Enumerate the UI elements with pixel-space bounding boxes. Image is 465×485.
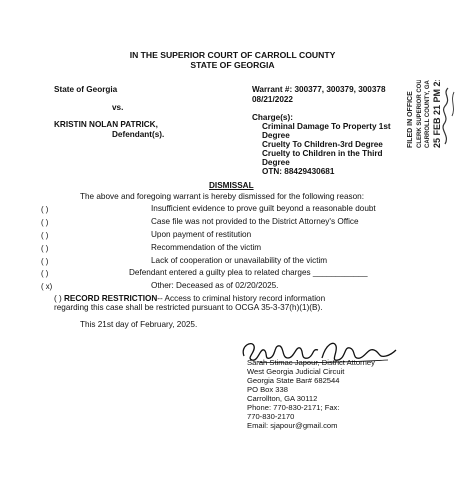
charge-line: Degree bbox=[262, 131, 290, 140]
svg-text:CARROLL COUNTY, GA: CARROLL COUNTY, GA bbox=[425, 80, 431, 148]
warrant-number: Warrant #: 300377, 300379, 300378 bbox=[252, 85, 386, 94]
signer-name: Sarah Stimac Japour, District Attorney bbox=[247, 358, 375, 367]
signer-line: West Georgia Judicial Circuit bbox=[247, 367, 345, 376]
charges-label: Charge(s): bbox=[252, 113, 293, 122]
otn-number: OTN: 88429430681 bbox=[262, 167, 335, 176]
restriction-text: -- Access to criminal history record information bbox=[157, 294, 326, 303]
reason-text: Defendant entered a guilty plea to related charges ____________ bbox=[129, 268, 368, 277]
signer-email: Email: sjapour@gmail.com bbox=[247, 421, 338, 430]
signer-line: PO Box 338 bbox=[247, 385, 288, 394]
signer-line: 770-830-2170 bbox=[247, 412, 295, 421]
restriction-title: RECORD RESTRICTION bbox=[64, 294, 158, 303]
charge-line: Cruelty to Children in the Third bbox=[262, 149, 383, 158]
defendant-name: KRISTIN NOLAN PATRICK, bbox=[54, 120, 158, 129]
dismissal-heading: DISMISSAL bbox=[209, 181, 254, 190]
signer-line: Phone: 770-830-2171; Fax: bbox=[247, 403, 340, 412]
charge-line: Criminal Damage To Property 1st bbox=[262, 122, 391, 131]
reason-checkbox-checked: ( x) bbox=[41, 282, 53, 291]
court-title: IN THE SUPERIOR COURT OF CARROLL COUNTY bbox=[129, 50, 336, 60]
reason-text: Case file was not provided to the District Attorney's Office bbox=[151, 217, 359, 226]
restriction-text-line2: regarding this case shall be restricted pursuant to OCGA 35-3-37(h)(1)(B). bbox=[54, 303, 323, 312]
svg-text:25 FEB 21 PM 2:50: 25 FEB 21 PM 2:50 bbox=[432, 80, 442, 148]
filed-stamp-icon bbox=[390, 80, 460, 150]
signer-line: Georgia State Bar# 682544 bbox=[247, 376, 340, 385]
reason-checkbox: ( ) bbox=[41, 244, 49, 253]
clerk-filed-stamp bbox=[390, 80, 460, 150]
versus: vs. bbox=[112, 103, 124, 112]
reason-checkbox: ( ) bbox=[41, 231, 49, 240]
svg-text:CLERK SUPERIOR COURT: CLERK SUPERIOR COURT bbox=[417, 80, 423, 148]
restriction-checkbox: ( ) bbox=[54, 294, 62, 303]
charge-line: Degree bbox=[262, 158, 290, 167]
signer-line: Carrollton, GA 30112 bbox=[247, 394, 318, 403]
reason-checkbox: ( ) bbox=[41, 257, 49, 266]
dismissal-intro: The above and foregoing warrant is hereby dismissed for the following reason: bbox=[80, 192, 364, 201]
reason-checkbox: ( ) bbox=[41, 269, 49, 278]
reason-text: Other: Deceased as of 02/20/2025. bbox=[151, 281, 279, 290]
reason-text: Insufficient evidence to prove guilt beyond a reasonable doubt bbox=[151, 204, 376, 213]
plaintiff: State of Georgia bbox=[54, 85, 118, 94]
court-state: STATE OF GEORGIA bbox=[190, 60, 275, 70]
warrant-date: 08/21/2022 bbox=[252, 95, 293, 104]
reason-text: Lack of cooperation or unavailability of the victim bbox=[151, 256, 328, 265]
reason-text: Upon payment of restitution bbox=[151, 230, 252, 239]
stamp-text: FILED IN OFFICE bbox=[407, 91, 414, 148]
defendant-role: Defendant(s). bbox=[112, 130, 165, 139]
charge-line: Cruelty To Children-3rd Degree bbox=[262, 140, 383, 149]
signed-date: This 21st day of February, 2025. bbox=[80, 320, 198, 329]
reason-checkbox: ( ) bbox=[41, 205, 49, 214]
reason-checkbox: ( ) bbox=[41, 218, 49, 227]
reason-text: Recommendation of the victim bbox=[151, 243, 262, 252]
